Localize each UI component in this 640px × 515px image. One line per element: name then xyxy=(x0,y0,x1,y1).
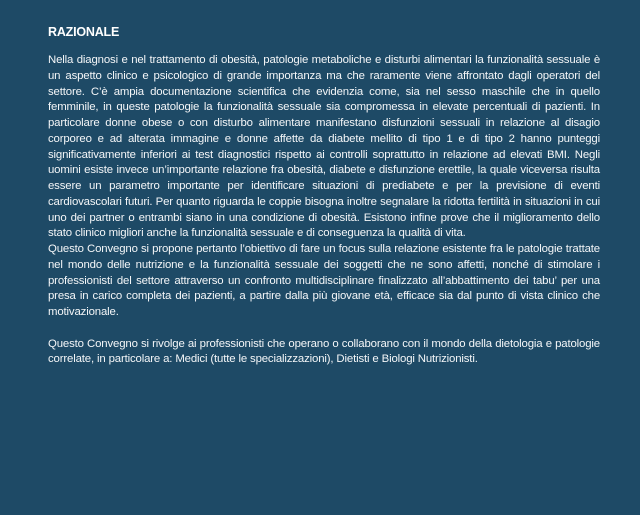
paragraph-objective: Questo Convegno si propone pertanto l’obiettivo di fare un focus sulla relazione esistente fra le patologie trattate nel mondo delle nutrizione e la funzionalità sessuale dei soggetti che ne sono affetti, nonché di stimolare i professionisti del settore attraverso un confronto multidisciplinare finalizzato all’abbattimento dei tabu’ per una presa in carico completa dei pazienti, a partire dalla più giovane età, efficace sia dal punto di vista clinico che motivazionale. xyxy=(48,243,600,318)
paragraph-audience: Questo Convegno si rivolge ai professionisti che operano o collaborano con il mondo della dietologia e patologie correlate, in particolare a: Medici (tutte le specializzazioni), Dietisti e Biologi Nutrizionisti. xyxy=(48,337,600,366)
document-body xyxy=(48,24,600,368)
paragraph-spacer xyxy=(48,321,600,337)
paragraph-intro: Nella diagnosi e nel trattamento di obesità, patologie metaboliche e disturbi alimentari la funzionalità sessuale è un aspetto clinico e psicologico di grande importanza ma che raramente viene affrontato dagli operatori del settore. C’è ampia documentazione scientifica che evidenzia come, sia nel sesso maschile che in quello femminile, in queste patologie la funzionalità sessuale sia compromessa in elevate percentuali di pazienti. In particolare donne obese o con disturbo alimentare manifestano disfunzioni sessuali in relazione al disagio corporeo e ad alterata immagine e donne affette da diabete mellito di tipo 1 e di tipo 2 hanno punteggi significativamente inferiori ai test diagnostici rispetto ai controlli soprattutto in relazione ad elevati BMI. Negli uomini esiste invece un’importante relazione fra obesità, diabete e disfunzione erettile, la quale viceversa risulta essere un parametro importante per identificare situazioni di prediabete e per la previsione di eventi cardiovascolari futuri. Per quanto riguarda le coppie bisogna inoltre segnalare la ridotta fertilità in situazioni in cui uno dei partner o entrambi siano in una condizione di obesità. Esistono infine prove che il miglioramento dello stato clinico migliori anche la funzionalità sessuale e di conseguenza la qualità di vita. xyxy=(48,54,600,240)
section-heading: RAZIONALE xyxy=(48,25,120,39)
